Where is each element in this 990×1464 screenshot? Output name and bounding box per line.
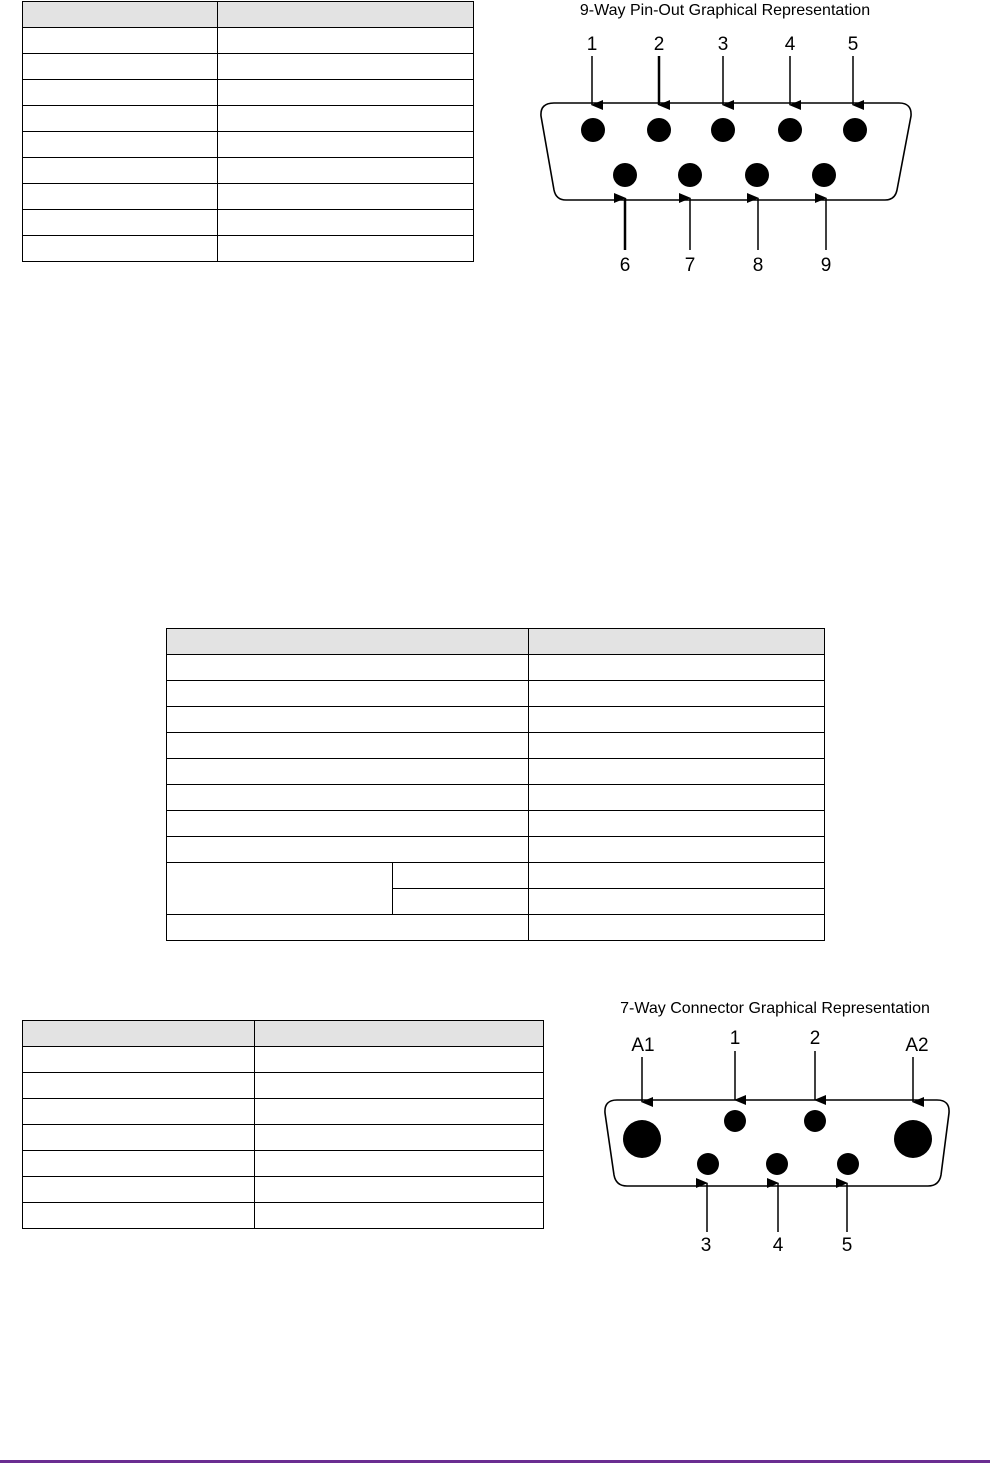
pin-label-6: 6	[619, 255, 631, 276]
diagram-9way	[541, 2, 911, 276]
pin-5-dot	[843, 118, 867, 142]
diagram-7way	[605, 1000, 949, 1256]
pin-9-dot	[812, 163, 836, 187]
pin-label-a1: A1	[631, 1035, 655, 1056]
pin-4-dot	[766, 1153, 788, 1175]
pin-7-dot	[678, 163, 702, 187]
pin-6-dot	[613, 163, 637, 187]
pin-label-7: 7	[684, 255, 696, 276]
pin-1-dot	[581, 118, 605, 142]
pin-label-1: 1	[729, 1028, 741, 1049]
pin-label-8: 8	[752, 255, 764, 276]
pin-label-4: 4	[784, 34, 796, 55]
pin-label-a2: A2	[905, 1035, 929, 1056]
pin-2-dot	[647, 118, 671, 142]
pin-label-2: 2	[653, 34, 665, 55]
pin-a2-dot	[894, 1120, 932, 1158]
pin-label-4: 4	[772, 1235, 784, 1256]
pin-label-9: 9	[820, 255, 832, 276]
diagram-7way-title: 7-Way Connector Graphical Representation	[620, 1000, 930, 1017]
pin-a1-dot	[623, 1120, 661, 1158]
pin-3-dot	[697, 1153, 719, 1175]
pin-label-2: 2	[809, 1028, 821, 1049]
footer-rule	[0, 1460, 990, 1463]
pin-label-3: 3	[717, 34, 729, 55]
pin-4-dot	[778, 118, 802, 142]
pin-2-dot	[804, 1110, 826, 1132]
pin-label-3: 3	[700, 1235, 712, 1256]
pin-5-dot	[837, 1153, 859, 1175]
diagram-9way-title: 9-Way Pin-Out Graphical Representation	[579, 2, 871, 19]
pin-label-5: 5	[847, 34, 859, 55]
pin-label-1: 1	[586, 34, 598, 55]
connector-shell-9way	[541, 103, 911, 200]
pin-1-dot	[724, 1110, 746, 1132]
pin-8-dot	[745, 163, 769, 187]
pin-3-dot	[711, 118, 735, 142]
pin-label-5: 5	[841, 1235, 853, 1256]
